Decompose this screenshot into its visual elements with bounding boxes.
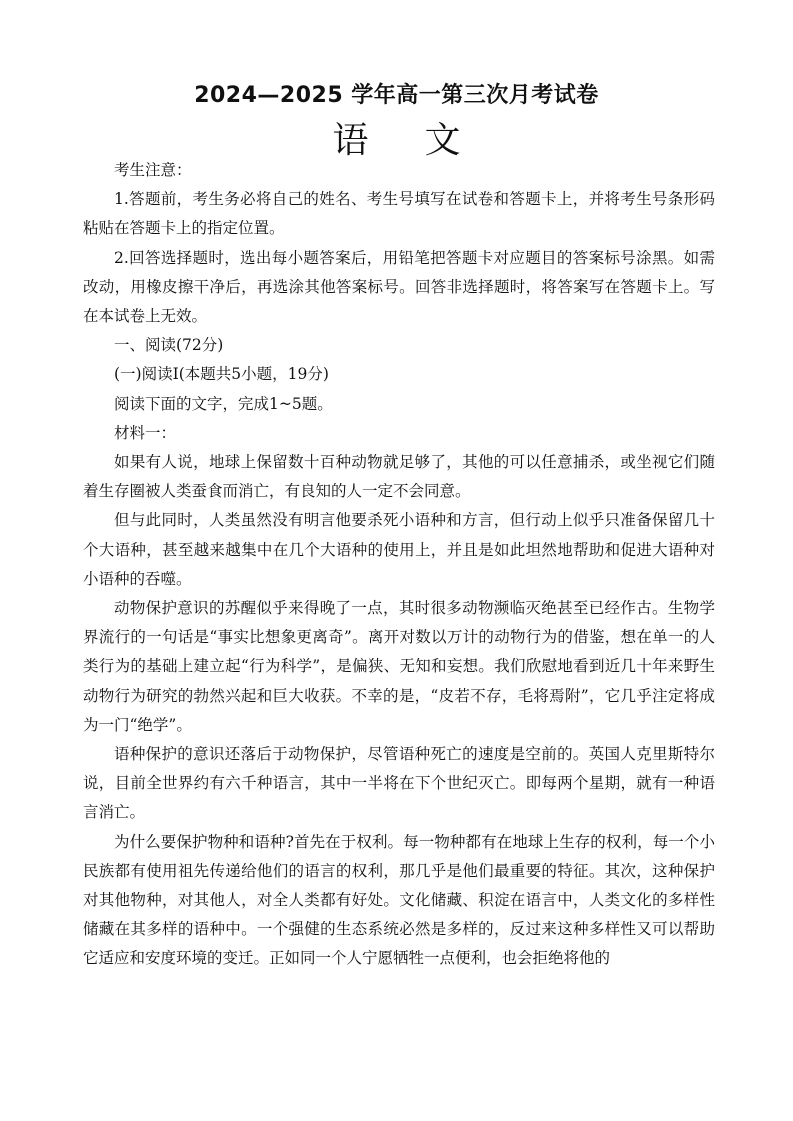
section-instruction: 阅读下面的文字，完成1~5题。 xyxy=(114,394,333,413)
section-title: 一、阅读(72分) xyxy=(114,336,224,355)
notice-item-1: 1.答题前，考生务必将自己的姓名、考生号填写在试卷和答题卡上，并将考生号条形码粘贴在答题卡上的指定位置。 xyxy=(83,190,715,238)
exam-title: 2024—2025 学年高一第三次月考试卷 xyxy=(194,83,599,108)
exam-content xyxy=(83,156,715,974)
passage-paragraph: 语种保护的意识还落后于动物保护，尽管语种死亡的速度是空前的。英国人克里斯特尔说，目前全世界约有六千种语言，其中一半将在下个世纪灭亡。即每两个星期，就有一种语言消亡。 xyxy=(83,745,715,822)
notice-item-2: 2.回答选择题时，选出每小题答案后，用铅笔把答题卡对应题目的答案标号涂黑。如需改动，用橡皮擦干净后，再选涂其他答案标号。回答非选择题时，将答案写在答题卡上。写在本试卷上无效。 xyxy=(83,248,715,326)
material-label: 材料一： xyxy=(114,423,177,442)
notice-heading: 考生注意： xyxy=(114,161,192,179)
passage-paragraph: 但与此同时，人类虽然没有明言他要杀死小语种和方言，但行动上似乎只准备保留几十个大语种，甚至越来越集中在几个大语种的使用上，并且是如此坦然地帮助和促进大语种对小语种的吞噬。 xyxy=(83,511,715,588)
passage-paragraph: 如果有人说，地球上保留数十百种动物就足够了，其他的可以任意捕杀，或坐视它们随着生存圈被人类蚕食而消亡，有良知的人一定不会同意。 xyxy=(83,453,715,501)
subject-title: 语文 xyxy=(332,120,517,161)
passage-paragraph: 动物保护意识的苏醒似乎来得晚了一点，其时很多动物濒临灭绝甚至已经作古。生物学界流行的一句话是“事实比想象更离奇”。离开对数以万计的动物行为的借鉴，想在单一的人类行为的基础上建立起“行为科学”，是偏狭、无知和妄想。我们欣慰地看到近几十年来野生动物行为研究的勃然兴起和巨大收获。不幸的是，“皮若不存，毛将焉附”，它几乎注定将成为一门“绝学”。 xyxy=(83,599,715,734)
passage-paragraph: 为什么要保护物种和语种?首先在于权利。每一物种都有在地球上生存的权利，每一个小民族都有使用祖先传递给他们的语言的权利，那几乎是他们最重要的特征。其次，这种保护对其他物种，对其他人，对全人类都有好处。文化储藏、积淀在语言中，人类文化的多样性储藏在其多样的语种中。一个强健的生态系统必然是多样的，反过来这种多样性又可以帮助它适应和安度环境的变迁。正如同一个人宁愿牺牲一点便利，也会拒绝将他的 xyxy=(83,832,715,968)
section-subtitle: (一)阅读Ⅰ(本题共5小题，19分) xyxy=(114,365,329,384)
